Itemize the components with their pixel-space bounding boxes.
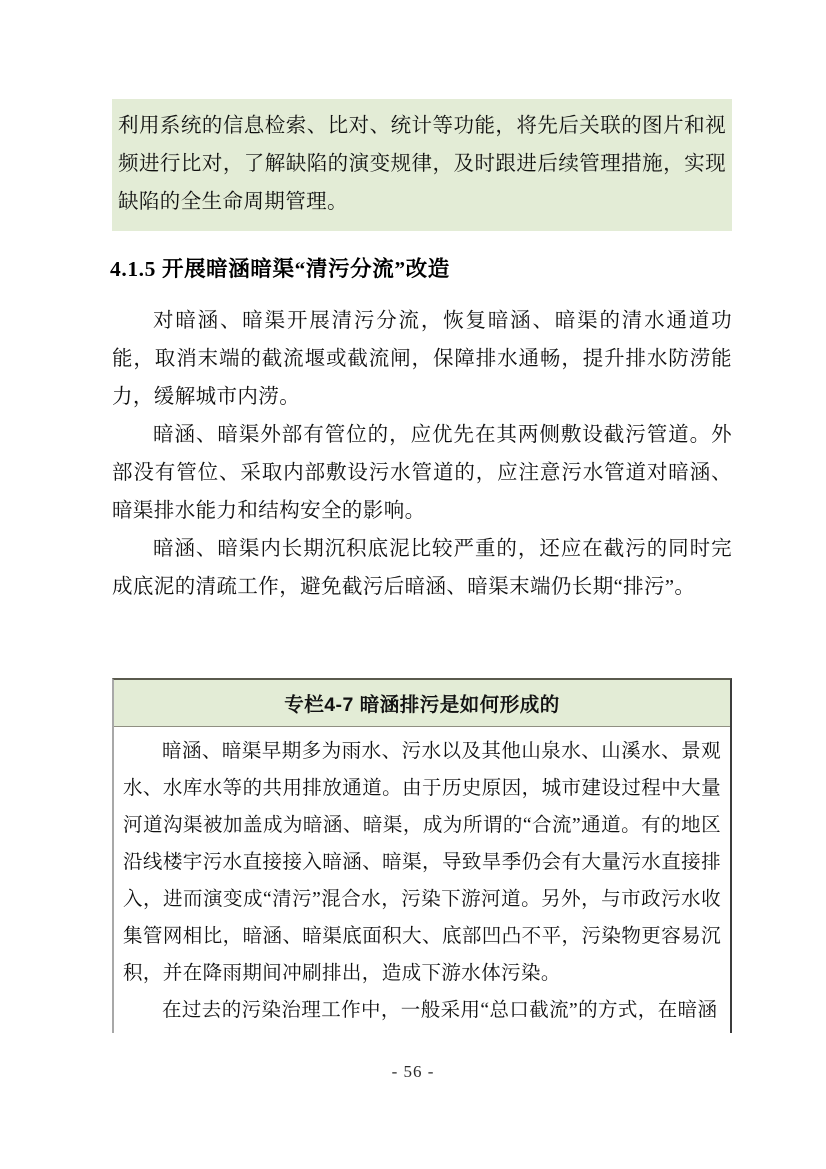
callout-box-clip: [112, 678, 732, 1034]
callout-paragraph-1: 暗涵、暗渠早期多为雨水、污水以及其他山泉水、山溪水、景观水、水库水等的共用排放通道。由于历史原因，城市建设过程中大量河道沟渠被加盖成为暗涵、暗渠，成为所谓的“合流”通道。有的地区沿线楼宇污水直接接入暗涵、暗渠，导致旱季仍会有大量污水直接排入，进而演变成“清污”混合水，污染下游河道。另外，与市政污水收集管网相比，暗涵、暗渠底面积大、底部凹凸不平，污染物更容易沉积，并在降雨期间冲刷排出，造成下游水体污染。: [123, 741, 721, 984]
callout-header: [114, 680, 730, 727]
section-heading: 4.1.5 开展暗涵暗渠“清污分流”改造: [110, 257, 450, 281]
callout-body: [114, 727, 730, 1033]
body-paragraph-1: 对暗涵、暗渠开展清污分流，恢复暗涵、暗渠的清水通道功能，取消末端的截流堰或截流闸，保障排水通畅，提升排水防涝能力，缓解城市内涝。: [112, 310, 732, 408]
body-paragraph-2: 暗涵、暗渠外部有管位的，应优先在其两侧敷设截污管道。外部没有管位、采取内部敷设污水管道的，应注意污水管道对暗涵、暗渠排水能力和结构安全的影响。: [112, 424, 732, 522]
highlighted-note-text: 利用系统的信息检索、比对、统计等功能，将先后关联的图片和视频进行比对，了解缺陷的演变规律，及时跟进后续管理措施，实现缺陷的全生命周期管理。: [118, 115, 726, 213]
body-content: [112, 302, 732, 606]
callout-box: [112, 678, 732, 1033]
highlighted-note-block: [112, 99, 732, 231]
page-number: - 56 -: [391, 1062, 435, 1081]
callout-title: 专栏4-7 暗涵排污是如何形成的: [284, 694, 560, 716]
body-paragraph-3: 暗涵、暗渠内长期沉积底泥比较严重的，还应在截污的同时完成底泥的清疏工作，避免截污后暗涵、暗渠末端仍长期“排污”。: [112, 538, 732, 598]
callout-paragraph-2: 在过去的污染治理工作中，一般采用“总口截流”的方式，在暗涵: [162, 1000, 718, 1021]
